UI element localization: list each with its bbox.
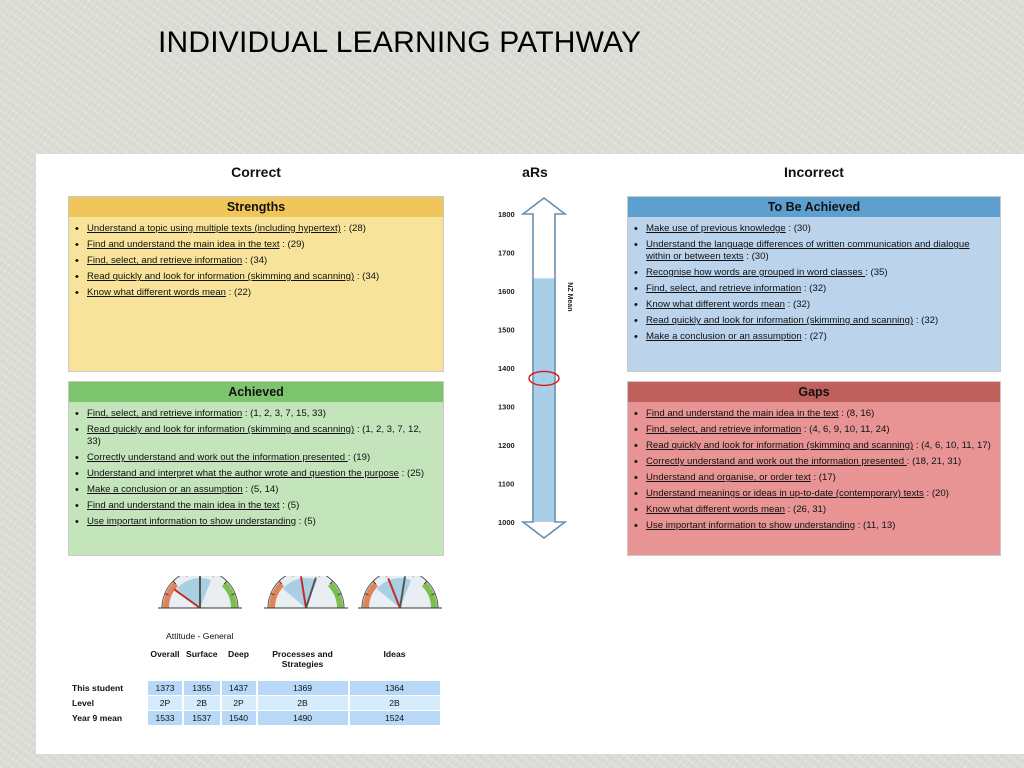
skill-link[interactable]: Find and understand the main idea in the text [87,500,280,511]
skill-link[interactable]: Know what different words mean [87,287,227,298]
question-numbers: : (19) [347,452,371,463]
list-item [632,488,994,500]
attitude-label: Attitude - General [166,631,234,641]
row-label: Level [72,698,94,708]
skill-link[interactable]: Make a conclusion or an assumption [87,484,243,495]
skill-link[interactable]: Find, select, and retrieve information [646,424,802,435]
skill-link[interactable]: Know what different words mean [646,299,786,310]
skill-link[interactable]: Read quickly and look for information (skimming and scanning) [646,315,914,326]
question-numbers: : (32) [801,283,827,294]
achieved-heading: Achieved [69,382,443,402]
skill-link[interactable]: Know what different words mean [646,504,786,515]
strengths-list [69,217,443,307]
ars-tick-label: 1800 [498,210,515,219]
row-label: Year 9 mean [72,713,123,723]
list-item [73,500,437,512]
ars-tick-label: 1300 [498,402,515,412]
list-item [632,283,994,295]
list-item [632,299,994,311]
list-item [632,520,994,532]
question-numbers: : (22) [226,287,252,298]
skill-link[interactable]: Find, select, and retrieve information [87,408,243,419]
list-item [73,484,437,496]
list-item [73,223,437,235]
correct-column-heading: Correct [231,164,281,180]
list-item [73,424,437,448]
list-item [632,331,994,343]
question-numbers: : (1, 2, 3, 7, 15, 33) [242,408,326,419]
ars-tick-label: 1400 [498,364,515,373]
to-be-achieved-list [628,217,1000,351]
table-cell: 1373 [148,681,182,695]
list-item [73,271,437,283]
table-row [72,681,440,695]
skill-link[interactable]: Read quickly and look for information (skimming and scanning) [87,271,355,282]
table-cell: 1524 [350,711,440,725]
scores-header-deep: Deep [228,649,250,659]
gaps-heading: Gaps [628,382,1000,402]
skill-link[interactable]: Make a conclusion or an assumption [646,331,802,342]
ars-tick-label: 1500 [498,325,515,335]
list-item [73,516,437,528]
scores-header-overall: Overall [150,649,180,659]
question-numbers: : (20) [923,488,949,499]
scores-header-row [72,629,440,669]
skill-link[interactable]: Read quickly and look for information (skimming and scanning) [646,440,914,451]
question-numbers: : (28) [340,223,366,234]
question-numbers: : (29) [279,239,305,250]
gauge-deep [350,576,450,636]
question-numbers: : (5) [279,500,300,511]
skill-link[interactable]: Use important information to show understanding [646,520,856,531]
to-be-achieved-panel [627,196,1001,372]
question-numbers: : (26, 31) [785,504,827,515]
table-cell: 1537 [184,711,220,725]
question-numbers: : (25) [399,468,425,479]
question-numbers: : (5) [296,516,316,527]
ars-column-heading: aRs [522,164,548,180]
table-cell: 2B [258,696,348,710]
skill-link[interactable]: Find and understand the main idea in the text [646,408,839,419]
ars-scale [470,190,610,542]
table-cell: 1364 [350,681,440,695]
list-item [632,472,994,484]
list-item [632,424,994,436]
gauge-surface [256,576,356,636]
strengths-heading: Strengths [69,197,443,217]
skill-link[interactable]: Understand meanings or ideas in up-to-date (contemporary) texts [646,488,924,499]
skill-link[interactable]: Find, select, and retrieve information [87,255,243,266]
table-cell: 2B [350,696,440,710]
list-item [73,255,437,267]
question-numbers: : (5, 14) [242,484,279,495]
achieved-list [69,402,443,536]
list-item [632,456,994,468]
question-numbers: : (1, 2, 3, 7, 12, 33) [87,424,422,447]
skill-link[interactable]: Use important information to show understanding [87,516,297,527]
question-numbers: : (34) [354,271,380,282]
gaps-panel [627,381,1001,556]
question-numbers: : (11, 13) [855,520,896,531]
list-item [73,452,437,464]
table-cell: 2P [222,696,256,710]
nz-mean-label: NZ Mean [566,282,573,312]
question-numbers: : (30) [743,251,769,262]
scores-header-processes: Processes and Strategies [272,649,333,669]
table-cell: 1369 [258,681,348,695]
question-numbers: : (18, 21, 31) [906,456,962,467]
skill-link[interactable]: Make use of previous knowledge [646,223,786,234]
table-row [72,711,440,725]
scores-header-ideas: Ideas [383,649,406,659]
list-item [632,315,994,327]
gauge-overall [150,576,250,636]
question-numbers: : (27) [801,331,827,342]
skill-link[interactable]: Understand a topic using multiple texts (including hypertext) [87,223,341,234]
table-cell: 2B [184,696,220,710]
gaps-list [628,402,1000,540]
table-cell: 1437 [222,681,256,695]
ars-tick-label: 1700 [498,248,515,258]
question-numbers: : (4, 6, 9, 10, 11, 24) [801,424,890,435]
list-item [73,408,437,420]
list-item [632,440,994,452]
incorrect-column-heading: Incorrect [784,164,844,180]
list-item [632,504,994,516]
scores-row-label-header [72,629,146,669]
achieved-panel [68,381,444,556]
row-label: This student [72,683,124,693]
skill-link[interactable]: Recognise how words are grouped in word classes [646,267,866,278]
ars-tick-label: 1600 [498,287,515,296]
skill-link[interactable]: Correctly understand and work out the information presented [87,452,348,463]
table-cell: 1540 [222,711,256,725]
list-item [73,468,437,480]
question-numbers: : (4, 6, 10, 11, 17) [913,440,991,451]
page-title: INDIVIDUAL LEARNING PATHWAY [158,26,642,59]
scores-header-surface: Surface [186,649,218,659]
question-numbers: : (32) [785,299,811,310]
question-numbers: : (32) [913,315,939,326]
skill-link[interactable]: Correctly understand and work out the information presented [646,456,907,467]
skill-link[interactable]: Understand and organise, or order text [646,472,811,483]
table-cell: 1533 [148,711,182,725]
skill-link[interactable]: Read quickly and look for information (skimming and scanning) [87,424,355,435]
skill-link[interactable]: Understand the language differences of written communication and dialogue within or between texts [646,239,970,262]
question-numbers: : (8, 16) [838,408,875,419]
scores-table [70,628,442,726]
nz-mean-fill [533,278,555,522]
table-cell: 1490 [258,711,348,725]
list-item [73,239,437,251]
list-item [632,408,994,420]
ars-tick-label: 1100 [498,479,515,489]
ars-tick-label: 1000 [498,518,515,527]
table-row [72,696,440,710]
ars-scale-ticks [498,210,515,527]
skill-link[interactable]: Find, select, and retrieve information [646,283,802,294]
skill-link[interactable]: Find and understand the main idea in the text [87,239,280,250]
strengths-panel [68,196,444,372]
table-cell: 1355 [184,681,220,695]
question-numbers: : (17) [810,472,836,483]
list-item [632,223,994,235]
question-numbers: : (35) [865,267,888,278]
question-numbers: : (34) [242,255,268,266]
question-numbers: : (30) [785,223,811,234]
ars-tick-label: 1200 [498,441,515,450]
skill-link[interactable]: Understand and interpret what the author wrote and question the purpose [87,468,400,479]
to-be-achieved-heading: To Be Achieved [628,197,1000,217]
list-item [632,267,994,279]
list-item [73,287,437,299]
table-cell: 2P [148,696,182,710]
list-item [632,239,994,263]
